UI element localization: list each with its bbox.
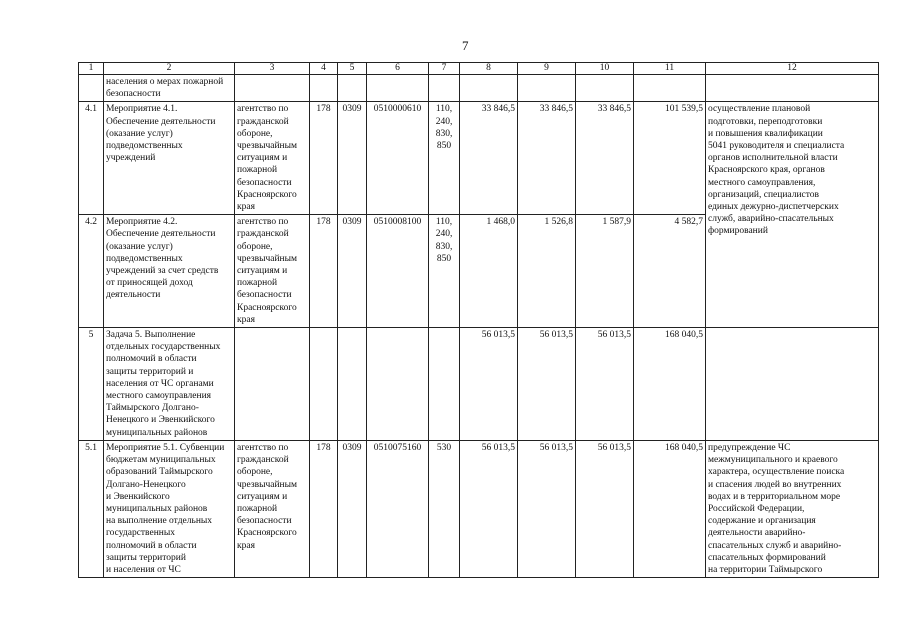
row-number: 5 bbox=[79, 328, 104, 441]
header-cell: 3 bbox=[235, 63, 310, 75]
row-csr bbox=[367, 75, 429, 102]
row-result: предупреждение ЧС межмуниципального и краевого характера, осуществление поиска и спасения людей во внутренних водах и в территориальном море Российской Федерации, содержание и организация деятельности аварийно- спасательных служб и аварийно- спасательных формирований на территории Таймырского bbox=[706, 441, 879, 578]
row-grbs bbox=[310, 75, 338, 102]
page-number: 7 bbox=[462, 38, 469, 53]
row-grbs bbox=[310, 328, 338, 441]
row-name: Мероприятие 4.1. Обеспечение деятельности (оказание услуг) подведомственных учреждений bbox=[104, 102, 235, 215]
header-cell: 7 bbox=[429, 63, 460, 75]
row-value-year3: 56 013,5 bbox=[576, 441, 634, 578]
row-number: 5.1 bbox=[79, 441, 104, 578]
row-value-year1: 33 846,5 bbox=[460, 102, 518, 215]
program-table bbox=[78, 62, 879, 578]
header-cell: 10 bbox=[576, 63, 634, 75]
row-value-year1 bbox=[460, 75, 518, 102]
row-name: населения о мерах пожарной безопасности bbox=[104, 75, 235, 102]
row-value-year2: 33 846,5 bbox=[518, 102, 576, 215]
row-rzpr: 0309 bbox=[338, 441, 367, 578]
row-csr: 0510008100 bbox=[367, 215, 429, 328]
row-result-merged: осуществление плановой подготовки, переподготовки и повышения квалификации 5041 руководителя и специалиста органов исполнительной власти Красноярского края, органов местного самоуправления, организаций, специалистов единых дежурно-диспетчерских служб, аварийно-спасательных формирований bbox=[706, 102, 879, 328]
row-number: 4.2 bbox=[79, 215, 104, 328]
row-value-year3: 56 013,5 bbox=[576, 328, 634, 441]
row-name: Задача 5. Выполнение отдельных государственных полномочий в области защиты территорий и населения от ЧС органами местного самоуправления Таймырского Долгано- Ненецкого и Эвенкийского муниципальных районов bbox=[104, 328, 235, 441]
row-agency: агентство по гражданской обороне, чрезвычайным ситуациям и пожарной безопасности Красноярского края bbox=[235, 215, 310, 328]
header-cell: 5 bbox=[338, 63, 367, 75]
table-row bbox=[79, 102, 879, 215]
row-csr: 0510075160 bbox=[367, 441, 429, 578]
row-csr bbox=[367, 328, 429, 441]
row-value-total: 168 040,5 bbox=[634, 441, 706, 578]
row-value-year3 bbox=[576, 75, 634, 102]
row-grbs: 178 bbox=[310, 102, 338, 215]
row-result bbox=[706, 75, 879, 102]
header-cell: 4 bbox=[310, 63, 338, 75]
header-cell: 1 bbox=[79, 63, 104, 75]
row-rzpr: 0309 bbox=[338, 102, 367, 215]
row-agency: агентство по гражданской обороне, чрезвычайным ситуациям и пожарной безопасности Красноярского края bbox=[235, 441, 310, 578]
row-grbs: 178 bbox=[310, 441, 338, 578]
row-value-year3: 1 587,9 bbox=[576, 215, 634, 328]
row-value-total: 4 582,7 bbox=[634, 215, 706, 328]
header-cell: 12 bbox=[706, 63, 879, 75]
row-value-year1: 56 013,5 bbox=[460, 328, 518, 441]
row-agency bbox=[235, 75, 310, 102]
row-value-total: 101 539,5 bbox=[634, 102, 706, 215]
row-value-year1: 1 468,0 bbox=[460, 215, 518, 328]
row-rzpr bbox=[338, 328, 367, 441]
row-csr: 0510000610 bbox=[367, 102, 429, 215]
row-name: Мероприятие 5.1. Субвенции бюджетам муниципальных образований Таймырского Долгано-Ненецкого и Эвенкийского муниципальных районов на выполнение отдельных государственных полномочий в области защиты территорий и населения от ЧС bbox=[104, 441, 235, 578]
row-vr: 110, 240, 830, 850 bbox=[429, 215, 460, 328]
row-number bbox=[79, 75, 104, 102]
row-value-total bbox=[634, 75, 706, 102]
header-cell: 2 bbox=[104, 63, 235, 75]
header-cell: 8 bbox=[460, 63, 518, 75]
row-grbs: 178 bbox=[310, 215, 338, 328]
row-agency bbox=[235, 328, 310, 441]
table-row bbox=[79, 75, 879, 102]
row-name: Мероприятие 4.2. Обеспечение деятельности (оказание услуг) подведомственных учреждений за счет средств от приносящей доход деятельности bbox=[104, 215, 235, 328]
row-number: 4.1 bbox=[79, 102, 104, 215]
row-rzpr bbox=[338, 75, 367, 102]
table-row bbox=[79, 328, 879, 441]
table-row bbox=[79, 441, 879, 578]
row-agency: агентство по гражданской обороне, чрезвычайным ситуациям и пожарной безопасности Красноярского края bbox=[235, 102, 310, 215]
row-value-year3: 33 846,5 bbox=[576, 102, 634, 215]
row-rzpr: 0309 bbox=[338, 215, 367, 328]
header-cell: 9 bbox=[518, 63, 576, 75]
row-vr bbox=[429, 328, 460, 441]
header-cell: 6 bbox=[367, 63, 429, 75]
row-value-year2: 56 013,5 bbox=[518, 328, 576, 441]
row-value-year2: 1 526,8 bbox=[518, 215, 576, 328]
row-vr bbox=[429, 75, 460, 102]
row-vr: 530 bbox=[429, 441, 460, 578]
row-vr: 110, 240, 830, 850 bbox=[429, 102, 460, 215]
header-cell: 11 bbox=[634, 63, 706, 75]
row-value-year2 bbox=[518, 75, 576, 102]
row-result bbox=[706, 328, 879, 441]
header-row bbox=[79, 63, 879, 75]
row-value-total: 168 040,5 bbox=[634, 328, 706, 441]
row-value-year1: 56 013,5 bbox=[460, 441, 518, 578]
row-value-year2: 56 013,5 bbox=[518, 441, 576, 578]
